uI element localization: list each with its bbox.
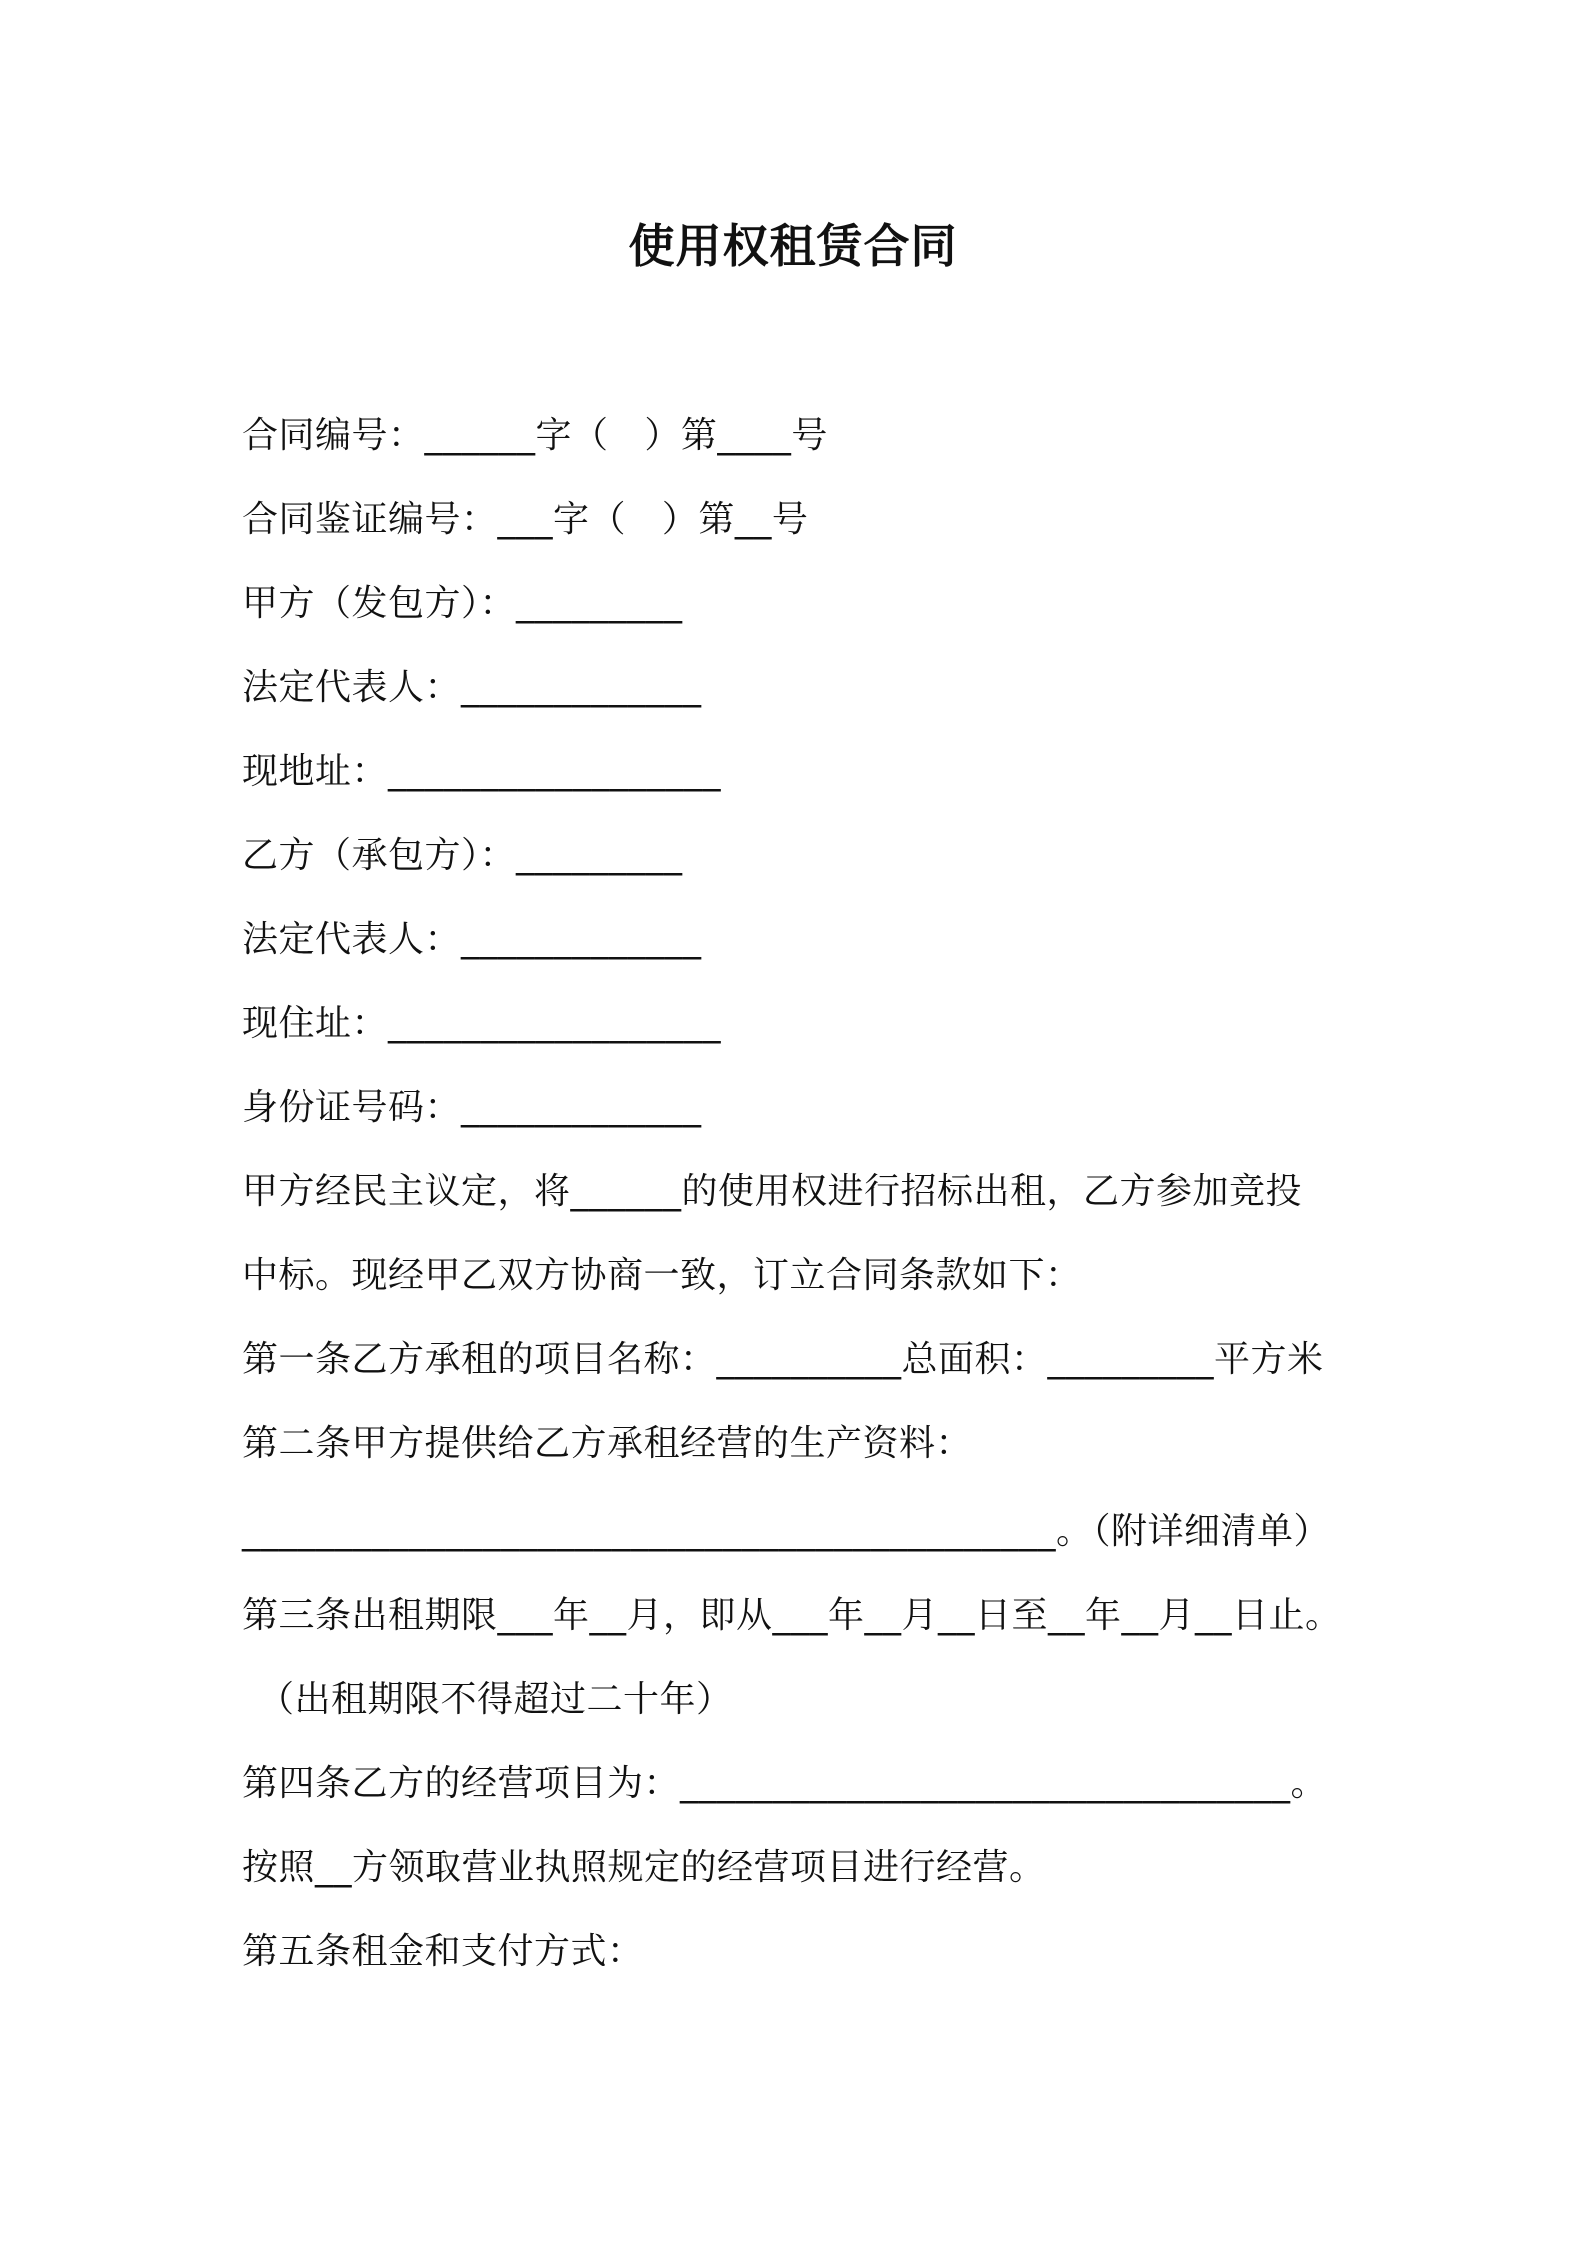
party-a-representative-line: 法定代表人：_____________ [242,667,702,708]
article-2-line: 第二条甲方提供给乙方承租经营的生产资料： [242,1423,973,1464]
article-3-note-line: （出租期限不得超过二十年） [258,1679,733,1720]
article-5-line: 第五条租金和支付方式： [242,1931,644,1972]
party-a-address-line: 现地址：__________________ [242,751,722,792]
article-3-line: 第三条出租期限___年__月，即从___年__月__日至__年__月__日止。 [242,1595,1342,1636]
article-4-line: 第四条乙方的经营项目为：_________________________________。 [242,1763,1328,1804]
preamble-line-1: 甲方经民主议定，将______的使用权进行招标出租，乙方参加竞投 [242,1171,1303,1212]
party-a-line: 甲方（发包方）：_________ [242,583,683,624]
article-2-blank-line: ____________________________________________。（附详细清单） [242,1511,1331,1552]
page-title: 使用权租赁合同 [628,219,958,273]
party-b-address-line: 现住址：__________________ [242,1003,722,1044]
contract-number-line: 合同编号：______字（ ）第____号 [242,415,828,456]
party-b-line: 乙方（承包方）：_________ [242,835,683,876]
verification-number-line: 合同鉴证编号：___字（ ）第__号 [242,499,809,540]
party-b-representative-line: 法定代表人：_____________ [242,919,702,960]
article-4-continuation-line: 按照__方领取营业执照规定的经营项目进行经营。 [242,1847,1046,1888]
preamble-line-2: 中标。现经甲乙双方协商一致，订立合同条款如下： [242,1255,1082,1296]
article-1-line: 第一条乙方承租的项目名称：__________总面积：_________平方米 [242,1339,1324,1380]
id-number-line: 身份证号码：_____________ [242,1087,702,1128]
